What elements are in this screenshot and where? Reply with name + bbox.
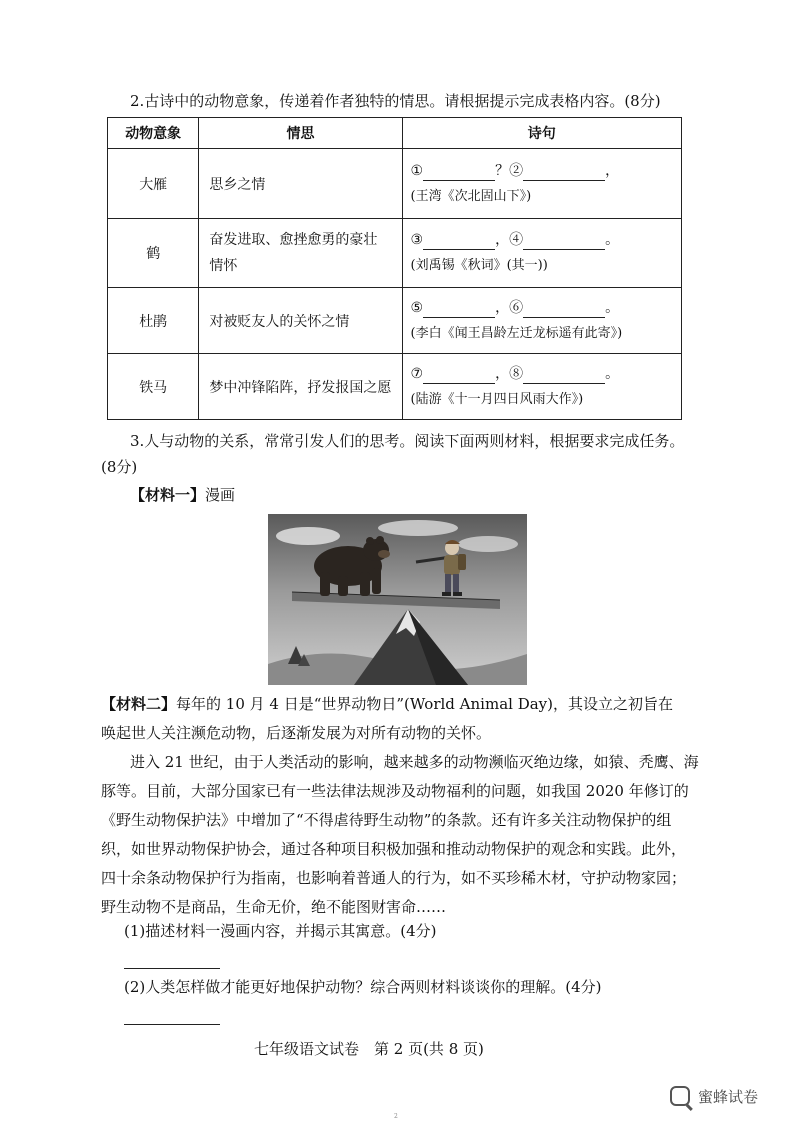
watermark-text: 蜜蜂试卷 <box>698 1088 759 1106</box>
poem-table <box>107 117 682 420</box>
blank-number: ① <box>410 162 424 179</box>
poem-cell <box>402 149 681 219</box>
header-poem: 诗句 <box>402 118 681 149</box>
material1-text: 漫画 <box>205 486 236 504</box>
table-row <box>108 219 682 288</box>
task-1: (1)描述材料一漫画内容，并揭示其寓意。(4分) <box>124 922 437 940</box>
material2-line: 野生动物不是商品，生命无价，绝不能图财害命…… <box>101 898 447 916</box>
watermark-logo-icon <box>670 1086 690 1106</box>
poem-cell <box>402 219 681 288</box>
emotion-line: 奋发进取、愈挫愈勇的豪壮 <box>209 232 378 248</box>
blank-number: ③ <box>410 232 424 248</box>
table-row <box>108 149 682 219</box>
material2-label: 【材料二】 <box>101 695 177 713</box>
answer-blank[interactable] <box>523 369 605 384</box>
material2-line: 四十余条动物保护行为指南，也影响着普通人的行为，如不买珍稀木材，守护动物家园； <box>101 869 687 887</box>
answer-line[interactable] <box>124 967 220 969</box>
emotion-cell: 思乡之情 <box>199 149 402 219</box>
poem-source: (王湾《次北固山下》) <box>410 188 532 204</box>
q2-title: 2.古诗中的动物意象，传递着作者独特的情思。请根据提示完成表格内容。(8分) <box>130 92 661 110</box>
animal-cell: 鹤 <box>108 219 199 288</box>
material2-line: 进入 21 世纪，由于人类活动的影响，越来越多的动物濒临灭绝边缘，如猿、秃鹰、海 <box>130 753 699 771</box>
material2-line: 唤起世人关注濒危动物，后逐渐发展为对所有动物的关怀。 <box>101 724 492 742</box>
separator: ，④ <box>495 232 524 248</box>
poem-source: (刘禹锡《秋词》(其一)) <box>410 258 548 273</box>
separator: ，⑥ <box>495 299 524 316</box>
separator: ？② <box>495 162 524 179</box>
emotion-line: 情怀 <box>209 258 238 274</box>
emotion-cell: 梦中冲锋陷阵，抒发报国之愿 <box>199 354 402 420</box>
answer-blank[interactable] <box>423 369 495 384</box>
table-header-row <box>108 118 682 149</box>
answer-line[interactable] <box>124 1023 220 1025</box>
task-2: (2)人类怎样做才能更好地保护动物？综合两则材料谈谈你的理解。(4分) <box>124 978 602 996</box>
row-end: ， <box>605 162 620 179</box>
q3-title-line2: (8分) <box>101 458 138 476</box>
page-footer: 七年级语文试卷 第 2 页(共 8 页) <box>254 1040 484 1058</box>
animal-cell: 杜鹃 <box>108 288 199 354</box>
poem-cell <box>402 354 681 420</box>
material2-line: 《野生动物保护法》中增加了“不得虐待野生动物”的条款。还有许多关注动物保护的组 <box>101 811 672 829</box>
answer-blank[interactable] <box>523 235 605 250</box>
answer-blank[interactable] <box>423 235 495 250</box>
material2-line: 织，如世界动物保护协会，通过各种项目积极加强和推动动物保护的观念和实践。此外， <box>101 840 687 858</box>
blank-number: ⑦ <box>410 365 424 382</box>
header-animal: 动物意象 <box>108 118 199 149</box>
material1-label: 【材料一】 <box>130 486 206 504</box>
animal-cell: 大雁 <box>108 149 199 219</box>
q3-title-line1: 3.人与动物的关系，常常引发人们的思考。阅读下面两则材料，根据要求完成任务。 <box>130 432 685 450</box>
answer-blank[interactable] <box>423 303 495 318</box>
answer-blank[interactable] <box>423 166 495 181</box>
header-emotion: 情思 <box>199 118 402 149</box>
material1-heading <box>130 484 235 506</box>
table-row <box>108 354 682 420</box>
table-row <box>108 288 682 354</box>
blank-number: ⑤ <box>410 299 424 316</box>
answer-blank[interactable] <box>523 166 605 181</box>
separator: ，⑧ <box>495 365 524 382</box>
material2-line: 每年的 10 月 4 日是“世界动物日”(World Animal Day)，其设立之初旨在 <box>176 695 673 713</box>
emotion-cell <box>199 219 402 288</box>
poem-source: (李白《闻王昌龄左迁龙标遥有此寄》) <box>410 325 623 341</box>
row-end: 。 <box>605 299 620 316</box>
page-mark: 2 <box>394 1113 398 1120</box>
poem-source: (陆游《十一月四日风雨大作》) <box>410 391 584 407</box>
material2-first-line <box>101 690 673 720</box>
material2-line: 豚等。目前，大部分国家已有一些法律法规涉及动物福利的问题，如我国 2020 年修订的 <box>101 782 689 800</box>
cartoon-image <box>268 514 527 685</box>
poem-cell <box>402 288 681 354</box>
answer-blank[interactable] <box>523 303 605 318</box>
animal-cell: 铁马 <box>108 354 199 420</box>
emotion-cell: 对被贬友人的关怀之情 <box>199 288 402 354</box>
row-end: 。 <box>605 365 620 382</box>
row-end: 。 <box>605 232 620 248</box>
